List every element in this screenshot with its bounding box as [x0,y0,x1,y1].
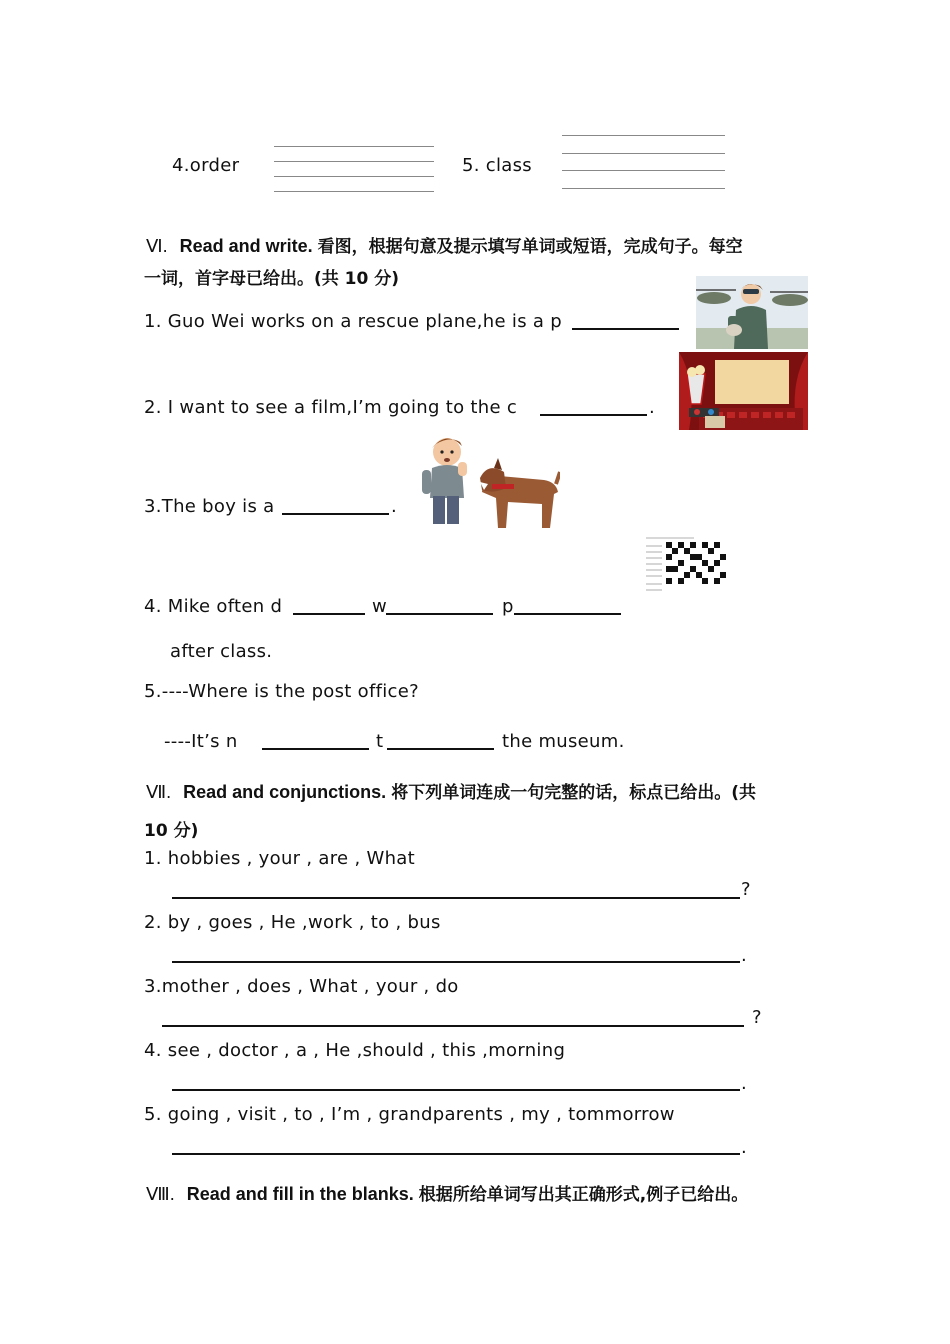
s7-item-2-words: 2. by , goes , He ,work , to , bus [144,912,441,933]
s7-item-4-words: 4. see , doctor , a , He ,should , this ,morning [144,1040,566,1061]
section6-title: Read and write. [179,236,313,256]
guide-line [562,170,725,171]
guide-line [562,188,725,189]
section6-heading [146,232,743,257]
section8-instruction: 根据所给单词写出其正确形式,例子已给出。 [418,1185,749,1205]
s6-q5-line1: 5.----Where is the post office? [144,681,419,702]
s6-q2-text: 2. I want to see a film,I’m going to the c [144,397,518,418]
s7-item-5-answer-line[interactable] [172,1153,740,1155]
section7-heading [146,778,756,803]
item-class-label: 5. class [462,155,532,176]
s7-item-3-words: 3.mother , does , What , your , do [144,976,459,997]
s7-item-3-end: ? [752,1007,762,1028]
s6-q1-text: 1. Guo Wei works on a rescue plane,he is a p [144,311,562,332]
s6-q4-prefix: 4. Mike often d [144,596,283,617]
s6-q4-p: p [502,596,514,617]
s7-item-4-answer-line[interactable] [172,1089,740,1091]
section8-title: Read and fill in the blanks. [186,1184,414,1204]
section6-instruction: 看图，根据句意及提示填写单词或短语，完成句子。每空 [317,237,743,257]
s6-q3-blank[interactable] [282,513,389,515]
s7-item-5-words: 5. going , visit , to , I’m , grandparents , my , tommorrow [144,1104,675,1125]
pilot-image [696,276,808,349]
s7-item-2-answer-line[interactable] [172,961,740,963]
section7-numeral: Ⅶ. [146,782,172,802]
guide-line [274,146,434,147]
s6-q5-blank-n[interactable] [262,748,369,750]
section8-numeral: Ⅷ. [146,1184,175,1204]
s6-q5-t: t [376,731,384,752]
s7-item-3-answer-line[interactable] [162,1025,744,1027]
s6-q3-text: 3.The boy is a [144,496,275,517]
s6-q1-blank[interactable] [572,328,679,330]
guide-line [274,161,434,162]
crossword-image [644,534,728,592]
boy-dog-image [410,432,560,528]
section8-heading [146,1180,748,1205]
s6-q5-tail: the museum. [502,731,625,752]
guide-line [274,176,434,177]
section6-numeral: Ⅵ. [146,236,168,256]
guide-line [562,135,725,136]
section6-instruction-2: 一词，首字母已给出。(共 10 分) [144,269,400,289]
section7-title: Read and conjunctions. [183,782,387,802]
guide-line [562,153,725,154]
s6-q4-blank-w[interactable] [386,613,493,615]
section7-instruction-2: 10 分) [144,821,199,841]
s6-q4-blank-p[interactable] [514,613,621,615]
s6-q5-blank-t[interactable] [387,748,494,750]
s7-item-2-end: . [741,945,747,966]
s7-item-1-answer-line[interactable] [172,897,740,899]
s6-q3-end: . [391,496,398,517]
s6-q4-line2: after class. [170,641,273,662]
s7-item-1-words: 1. hobbies , your , are , What [144,848,415,869]
s6-q4-w: w [372,596,388,617]
s6-q2-end: . [649,397,656,418]
s6-q5-dash: ----It’s n [164,731,238,752]
s6-q4-blank-d[interactable] [293,613,365,615]
guide-line [274,191,434,192]
section7-instruction: 将下列单词连成一句完整的话，标点已给出。(共 [391,783,756,803]
s7-item-4-end: . [741,1073,747,1094]
cinema-image [679,352,808,430]
s7-item-5-end: . [741,1137,747,1158]
item-order-label: 4.order [172,155,240,176]
s6-q2-blank[interactable] [540,414,647,416]
s7-item-1-end: ? [741,879,751,900]
